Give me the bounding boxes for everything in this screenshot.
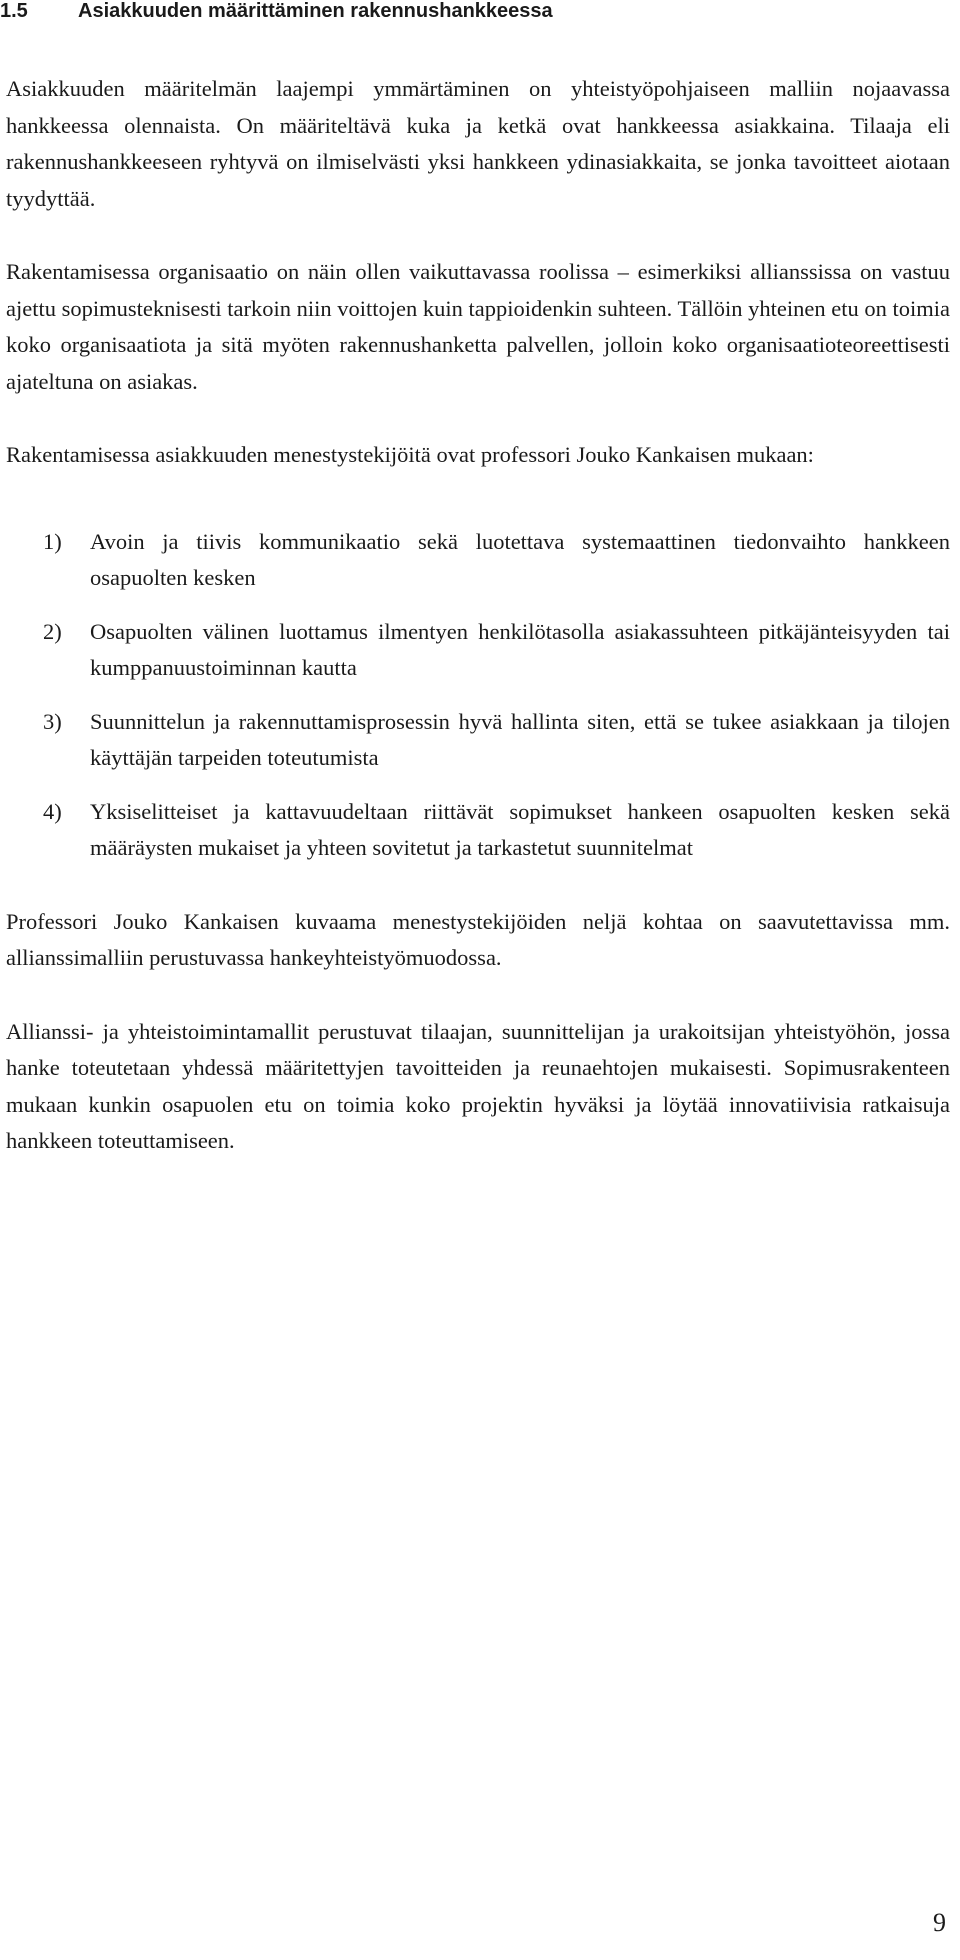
document-body xyxy=(6,71,950,1197)
list-marker: 3) xyxy=(43,708,62,734)
list-item-text: Suunnittelun ja rakennuttamisprosessin hyvä hallinta siten, että se tukee asiakkaan ja tilojen käyttäjän tarpeiden toteutumista xyxy=(90,708,950,770)
list-marker: 2) xyxy=(43,618,62,644)
list-item xyxy=(6,794,950,867)
section-heading xyxy=(0,0,553,24)
body-paragraph: Rakentamisessa asiakkuuden menestystekijöitä ovat professori Jouko Kankaisen mukaan: xyxy=(6,442,814,467)
section-number: 1.5 xyxy=(0,0,28,22)
page-number: 9 xyxy=(933,1908,946,1937)
list-item xyxy=(6,524,950,597)
list-marker: 4) xyxy=(43,798,62,824)
body-paragraph: Allianssi- ja yhteistoimintamallit perustuvat tilaajan, suunnittelijan ja urakoitsijan yhteistyöhön, jossa hanke toteutetaan yhdessä määritettyjen tavoitteiden ja reunaehtojen mukaisesti. Sopimusrakenteen mukaan kunkin osapuolen etu on toimia koko projektin hyväksi ja löytää innovatiivisia ratkaisuja hankkeen toteuttamiseen. xyxy=(6,1018,950,1153)
body-paragraph: Professori Jouko Kankaisen kuvaama menestystekijöiden neljä kohtaa on saavutettavissa mm. allianssimalliin perustuvassa hankeyhteistyömuodossa. xyxy=(6,908,950,970)
list-item xyxy=(6,704,950,777)
success-factors-list xyxy=(6,524,950,867)
list-marker: 1) xyxy=(43,528,62,554)
body-paragraph: Rakentamisessa organisaatio on näin ollen vaikuttavassa roolissa – esimerkiksi allianssissa on vastuu ajettu sopimusteknisesti tarkoin niin voittojen kuin tappioidenkin suhteen. Tällöin yhteinen etu on toimia koko organisaatiota ja sitä myöten rakennushanketta palvellen, jolloin koko organisaatioteoreettisesti ajateltuna on asiakas. xyxy=(6,259,950,394)
list-item-text: Osapuolten välinen luottamus ilmentyen henkilötasolla asiakassuhteen pitkäjänteisyyden tai kumppanuustoiminnan kautta xyxy=(90,618,950,680)
list-item-text: Yksiselitteiset ja kattavuudeltaan riittävät sopimukset hankeen osapuolten kesken sekä määräysten mukaiset ja yhteen sovitetut ja tarkastetut suunnitelmat xyxy=(90,798,950,860)
list-item-text: Avoin ja tiivis kommunikaatio sekä luotettava systemaattinen tiedonvaihto hankkeen osapuolten kesken xyxy=(90,528,950,590)
list-item xyxy=(6,614,950,687)
section-title: Asiakkuuden määrittäminen rakennushankkeessa xyxy=(78,0,553,22)
body-paragraph: Asiakkuuden määritelmän laajempi ymmärtäminen on yhteistyöpohjaiseen malliin nojaavassa hankkeessa olennaista. On määriteltävä kuka ja ketkä ovat hankkeessa asiakkaina. Tilaaja eli rakennushankkeeseen ryhtyvä on ilmiselvästi yksi hankkeen ydinasiakkaita, se jonka tavoitteet aiotaan tyydyttää. xyxy=(6,76,950,211)
